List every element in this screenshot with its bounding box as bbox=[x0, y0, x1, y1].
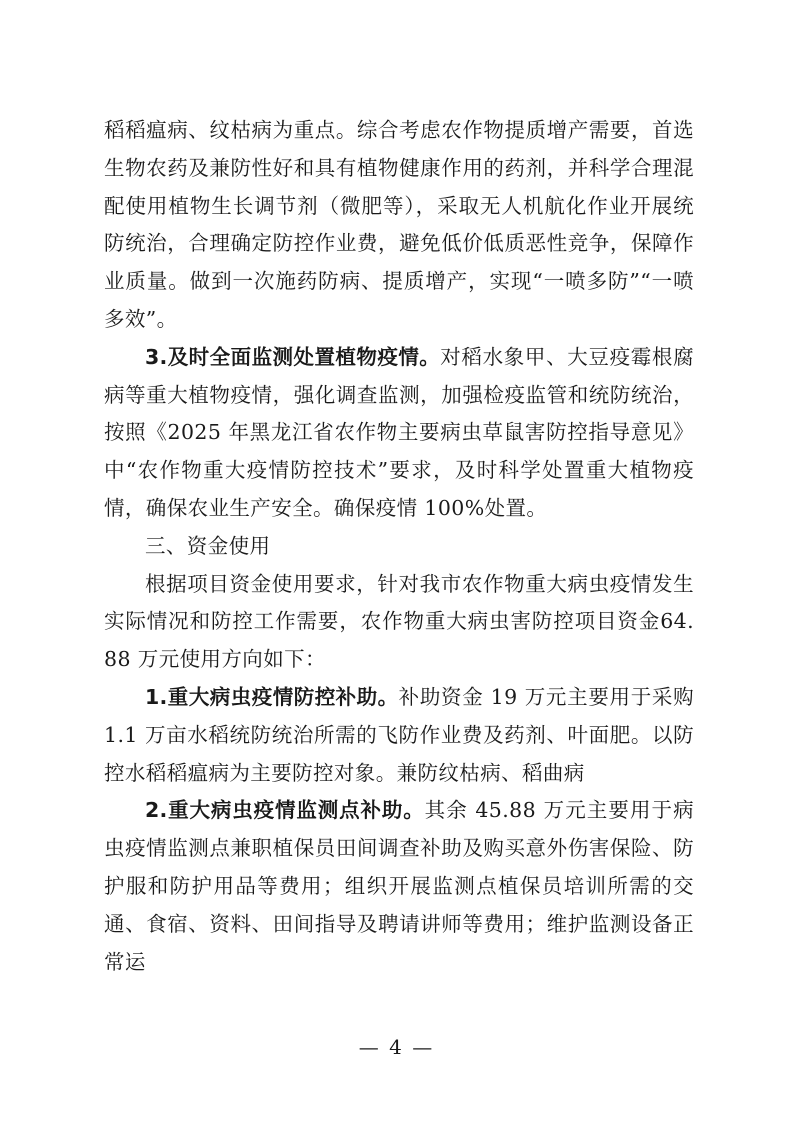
paragraph-lead: 1.重大病虫疫情防控补助。 bbox=[145, 684, 399, 709]
paragraph-lead: 3.及时全面监测处置植物疫情。 bbox=[145, 344, 441, 369]
paragraph-funding-intro bbox=[104, 566, 694, 679]
paragraph-plant-epidemic bbox=[104, 339, 694, 528]
paragraph-text: 其余 45.88 万元主要用于病虫疫情监测点兼职植保员田间调查补助及购买意外伤害保险、防护服和防护用品等费用；组织开展监测点植保员培训所需的交通、食宿、资料、田间指导及聘请讲师等费用；维护监测设备正常运 bbox=[104, 798, 694, 974]
paragraph-lead: 2.重大病虫疫情监测点补助。 bbox=[145, 798, 425, 823]
document-body bbox=[104, 112, 694, 981]
section-heading: 三、资金使用 bbox=[145, 533, 271, 558]
paragraph-text: 补助资金 19 万元主要用于采购1.1 万亩水稻统防统治所需的飞防作业费及药剂、叶面肥。以防控水稻稻瘟病为主要防控对象。兼防纹枯病、稻曲病 bbox=[104, 684, 694, 785]
paragraph-text: 对稻水象甲、大豆疫霉根腐病等重大植物疫情，强化调查监测，加强检疫监管和统防统治，按照《2025 年黑龙江省农作物主要病虫草鼠害防控指导意见》中“农作物重大疫情防控技术”要求，及时科学处置重大植物疫情，确保农业生产安全。确保疫情 100%处置。 bbox=[104, 344, 694, 520]
paragraph-monitoring-subsidy bbox=[104, 792, 694, 981]
paragraph-continuation bbox=[104, 112, 694, 339]
paragraph-text: 根据项目资金使用要求，针对我市农作物重大病虫疫情发生实际情况和防控工作需要，农作物重大病虫害防控项目资金64.88 万元使用方向如下： bbox=[104, 571, 694, 672]
paragraph-text: 稻稻瘟病、纹枯病为重点。综合考虑农作物提质增产需要，首选生物农药及兼防性好和具有植物健康作用的药剂，并科学合理混配使用植物生长调节剂（微肥等），采取无人机航化作业开展统防统治，合理确定防控作业费，避免低价低质恶性竞争，保障作业质量。做到一次施药防病、提质增产，实现“一喷多防”“一喷多效”。 bbox=[104, 118, 694, 331]
page-number: — 4 — bbox=[358, 1035, 435, 1059]
paragraph-control-subsidy bbox=[104, 679, 694, 792]
